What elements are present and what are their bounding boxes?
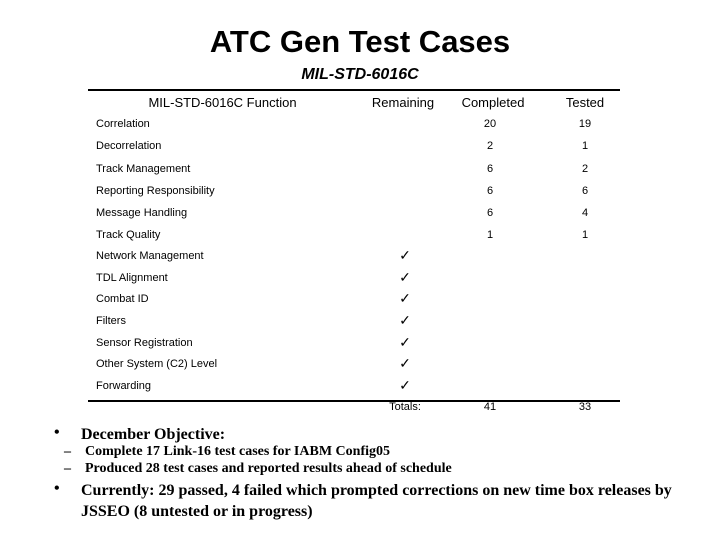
table-row xyxy=(0,312,720,337)
bullet-marker: • xyxy=(54,480,60,497)
table-row xyxy=(0,229,720,251)
tested-cell: 6 xyxy=(581,185,589,197)
remaining-cell: ✓ xyxy=(399,334,411,350)
tested-cell: 19 xyxy=(578,118,592,130)
totals-label: Totals: xyxy=(389,401,421,413)
remaining-cell: ✓ xyxy=(399,377,411,393)
table-row xyxy=(0,163,720,185)
dash-marker: – xyxy=(64,461,71,476)
sub-bullet-text: Complete 17 Link-16 test cases for IABM Config05 xyxy=(85,444,390,459)
bullet-text: December Objective: xyxy=(81,426,226,443)
completed-cell: 1 xyxy=(486,229,494,241)
table-row xyxy=(0,377,720,402)
function-cell: Filters xyxy=(96,315,126,327)
function-cell: Combat ID xyxy=(96,293,149,305)
table-row xyxy=(0,207,720,229)
function-cell: TDL Alignment xyxy=(96,272,168,284)
remaining-cell: ✓ xyxy=(399,312,411,328)
table-row xyxy=(0,118,720,140)
slide-subtitle: MIL-STD-6016C xyxy=(301,66,419,83)
table-top-rule xyxy=(88,89,620,91)
completed-cell: 6 xyxy=(486,185,494,197)
header-remaining: Remaining xyxy=(371,95,435,110)
totals-completed: 41 xyxy=(483,401,497,413)
header-completed: Completed xyxy=(461,95,525,110)
table-row xyxy=(0,185,720,207)
function-cell: Message Handling xyxy=(96,207,188,219)
remaining-cell: ✓ xyxy=(399,355,411,371)
bullet-marker: • xyxy=(54,424,60,441)
table-row xyxy=(0,334,720,359)
bullet-text: Currently: 29 passed, 4 failed which prompted corrections on new time box releases by JSSEO (8 untested or in progress) xyxy=(81,482,672,520)
completed-cell: 20 xyxy=(483,118,497,130)
function-cell: Sensor Registration xyxy=(96,337,193,349)
totals-tested: 33 xyxy=(578,401,592,413)
function-cell: Decorrelation xyxy=(96,140,162,152)
table-row xyxy=(0,290,720,315)
function-cell: Forwarding xyxy=(96,380,152,392)
table-row xyxy=(0,247,720,272)
tested-cell: 1 xyxy=(581,140,589,152)
tested-cell: 4 xyxy=(581,207,589,219)
completed-cell: 6 xyxy=(486,207,494,219)
remaining-cell: ✓ xyxy=(399,290,411,306)
tested-cell: 1 xyxy=(581,229,589,241)
slide-title: ATC Gen Test Cases xyxy=(209,24,511,59)
function-cell: Track Management xyxy=(96,163,191,175)
remaining-cell: ✓ xyxy=(399,269,411,285)
header-function: MIL-STD-6016C Function xyxy=(148,95,297,110)
table-row xyxy=(0,355,720,380)
function-cell: Track Quality xyxy=(96,229,161,241)
remaining-cell: ✓ xyxy=(399,247,411,263)
completed-cell: 2 xyxy=(486,140,494,152)
table-row xyxy=(0,269,720,294)
sub-bullet-text: Produced 28 test cases and reported results ahead of schedule xyxy=(85,461,452,476)
totals-row xyxy=(0,401,720,419)
table-row xyxy=(0,140,720,162)
tested-cell: 2 xyxy=(581,163,589,175)
function-cell: Reporting Responsibility xyxy=(96,185,215,197)
function-cell: Other System (C2) Level xyxy=(96,358,218,370)
function-cell: Correlation xyxy=(96,118,150,130)
dash-marker: – xyxy=(64,444,71,459)
function-cell: Network Management xyxy=(96,250,204,262)
completed-cell: 6 xyxy=(486,163,494,175)
header-tested: Tested xyxy=(565,95,605,110)
